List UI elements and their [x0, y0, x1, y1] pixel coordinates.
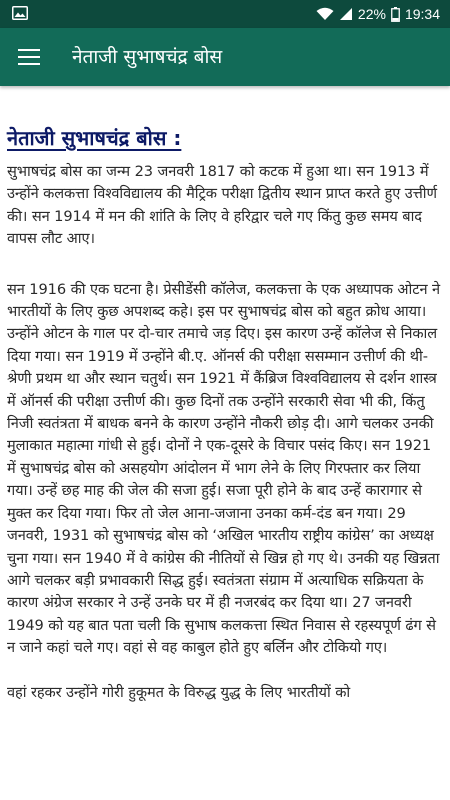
wifi-icon	[316, 7, 334, 21]
article-content[interactable]	[0, 86, 450, 800]
article-heading: नेताजी सुभाषचंद्र बोस :	[7, 126, 182, 150]
image-notification-icon	[12, 6, 28, 20]
article-paragraph: वहां रहकर उन्होंने गोरी हुकूमत के विरुद्ध युद्ध के लिए भारतीयों को	[7, 683, 351, 701]
battery-icon	[391, 7, 400, 22]
app-bar	[0, 28, 450, 86]
clock: 19:34	[404, 6, 440, 22]
article-paragraph: सुभाषचंद्र बोस का जन्म 23 जनवरी 1817 को कटक में हुआ था। सन 1913 में उन्होंने कलकत्ता विश्वविद्यालय की मैट्रिक परीक्षा द्वितीय स्थान प्राप्त करते हुए उत्तीर्ण की। सन 1914 में मन की शांति के लिए वे हरिद्वार चले गए किंतु कुछ समय बाद वापस लौट आए।	[7, 163, 437, 248]
app-title: नेताजी सुभाषचंद्र बोस	[72, 46, 223, 68]
status-bar	[0, 0, 450, 28]
article-paragraph: सन 1916 की एक घटना है। प्रेसीडेंसी कॉलेज, कलकत्ता के एक अध्यापक ओटन ने भारतीयों के लिए कुछ अपशब्द कहे। इस पर सुभाषचंद्र बोस को बहुत क्रोध आया। उन्होंने ओटन के गाल पर दो-चार तमाचे जड़ दिए। इस कारण उन्हें कॉलेज से निकाल दिया गया। सन 1919 में उन्होंने बी.ए. ऑनर्स की परीक्षा ससम्मान उत्तीर्ण की थी-श्रेणी प्रथम था और स्थान चतुर्थ। सन 1921 में कैंब्रिज विश्वविद्यालय से दर्शन शास्त्र में ऑनर्स की परीक्षा उत्तीर्ण की। कुछ दिनों तक उन्होंने सरकारी सेवा भी की, किंतु निजी स्वतंत्रता में बाधक बनने के कारण उन्होंने नौकरी छोड़ दी। आगे चलकर उनकी मुलाकात महात्मा गांधी से हुई। दोनों ने एक-दूसरे के विचार पसंद किए। सन 1921 में सुभाषचंद्र बोस को असहयोग आंदोलन में भाग लेने के लिए गिरफ्तार कर लिया गया। उन्हें छह माह की जेल की सजा हुई। सजा पूरी होने के बाद उन्हें कारागार से मुक्त कर दिया गया। फिर तो जेल आना-जजाना उनका कर्म-दंड बन गया। 29 जनवरी, 1931 को सुभाषचंद्र बोस को ‘अखिल भारतीय राष्ट्रीय कांग्रेस’ का अध्यक्ष चुना गया। सन 1940 में वे कांग्रेस की नीतियों से खिन्न हो गए थे। उनकी यह खिन्नता आगे चलकर बड़ी प्रभावकारी सिद्ध हुई। स्वतंत्रता संग्राम में अत्याधिक सक्रियता के कारण अंग्रेज सरकार ने उन्हें उनके घर में ही नजरबंद कर दिया था। 27 जनवरी 1949 को यह बात पता चली कि सुभाष कलकत्ता स्थित निवास से रहस्यपूर्ण ढंग से न जाने कहां चले गए। वहां से वह काबुल होते हुए बर्लिन और टोकियो गए।	[7, 280, 440, 657]
hamburger-menu-icon[interactable]	[16, 45, 42, 69]
battery-percentage: 22%	[357, 6, 386, 22]
cellular-signal-icon	[339, 7, 353, 21]
